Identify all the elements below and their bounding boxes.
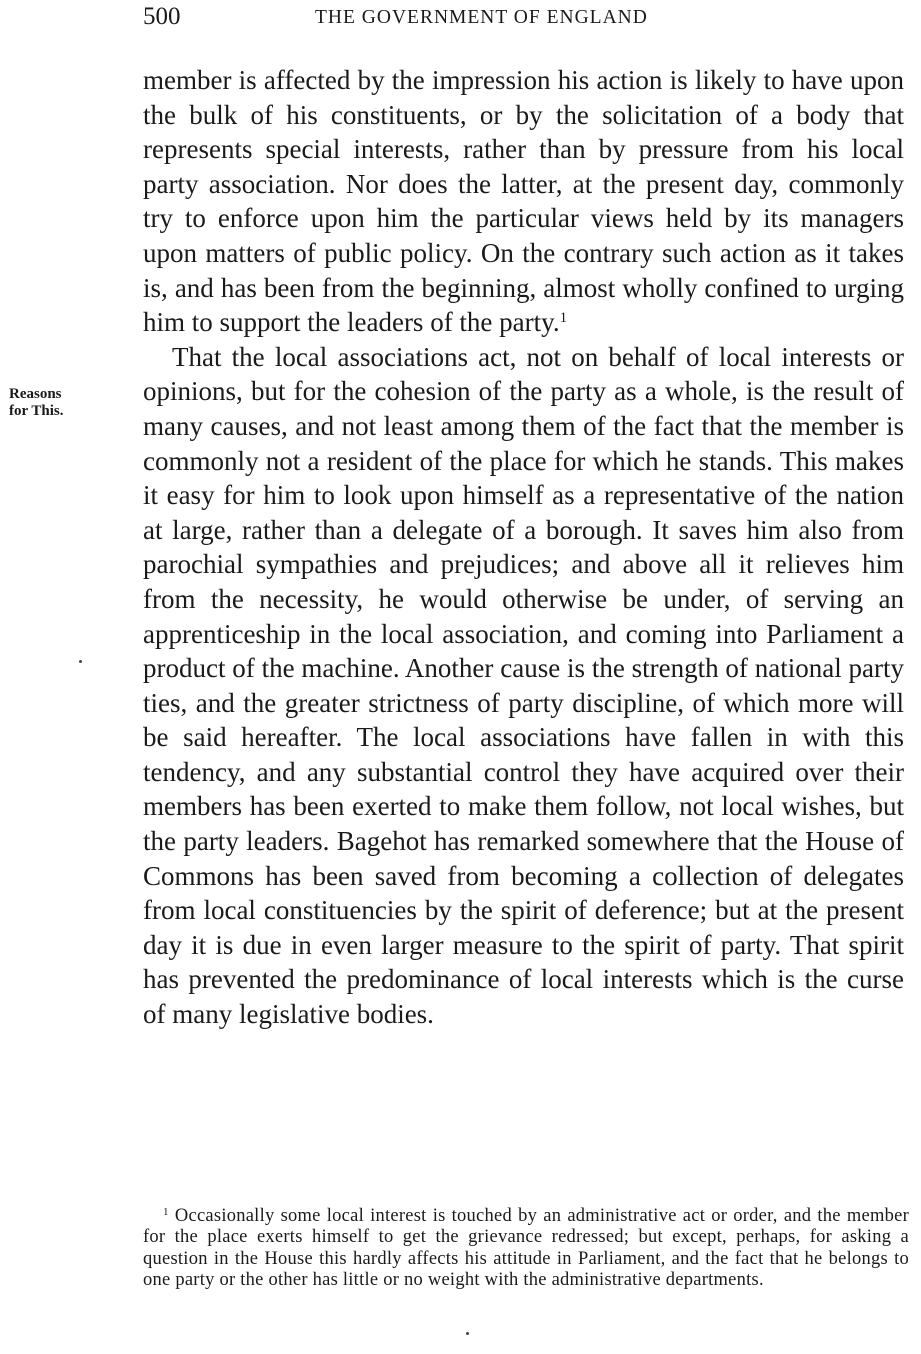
print-speck: [466, 1332, 469, 1335]
footnote: [143, 1206, 909, 1291]
margin-note-line-1: Reasons: [9, 386, 62, 402]
footnote-text: Occasionally some local interest is touched by an administrative act or order, and the member for the place exerts himself to get the grievance redressed; but except, perhaps, for asking a question in the House this hardly affects his attitude in Parliament, and the fact that he belongs to one party or the other has little or no weight with the administrative departments.: [143, 1206, 910, 1290]
margin-note-line-2: for This.: [9, 403, 64, 419]
margin-note: [9, 386, 119, 420]
page-number: 500: [143, 3, 181, 30]
print-speck: [79, 660, 82, 663]
running-head: [143, 4, 903, 30]
paragraph-continued: [143, 63, 904, 340]
paragraph-2: That the local associations act, not on behalf of local interests or opinions, but for the cohesion of the party as a whole, is the result of many causes, and not least among them of the fact that the member is commonly not a resident of the place for which he stands. This makes it easy for him to look upon himself as a representative of the nation at large, rather than a delegate of a borough. It saves him also from parochial sympathies and prejudices; and above all it relieves him from the necessity, he would otherwise be under, of serving an apprenticeship in the local association, and coming into Parliament a product of the machine. Another cause is the strength of national party ties, and the greater strictness of party discipline, of which more will be said hereafter. The local associations have fallen in with this tendency, and any substantial control they have acquired over their members has been exerted to make them follow, not local wishes, but the party leaders. Bagehot has remarked somewhere that the House of Commons has been saved from becoming a collection of delegates from local constituencies by the spirit of deference; but at the present day it is due in even larger measure to the spirit of party. That spirit has prevented the predominance of local interests which is the curse of many legislative bodies.: [143, 341, 904, 1030]
footnote-mark: 1: [163, 1206, 169, 1218]
running-title: THE GOVERNMENT OF ENGLAND: [315, 7, 648, 28]
body-text: [143, 63, 904, 1032]
footnote-reference: 1: [559, 310, 568, 327]
paragraph-1-text: member is affected by the impression his action is likely to have upon the bulk of his constituents, or by the solicitation of a body that represents special interests, rather than by pressure from his local party association. Nor does the latter, at the present day, commonly try to enforce upon him the particular views held by its managers upon matters of public policy. On the contrary such action as it takes is, and has been from the beginning, almost wholly confined to urging him to support the leaders of the party.: [143, 65, 904, 338]
